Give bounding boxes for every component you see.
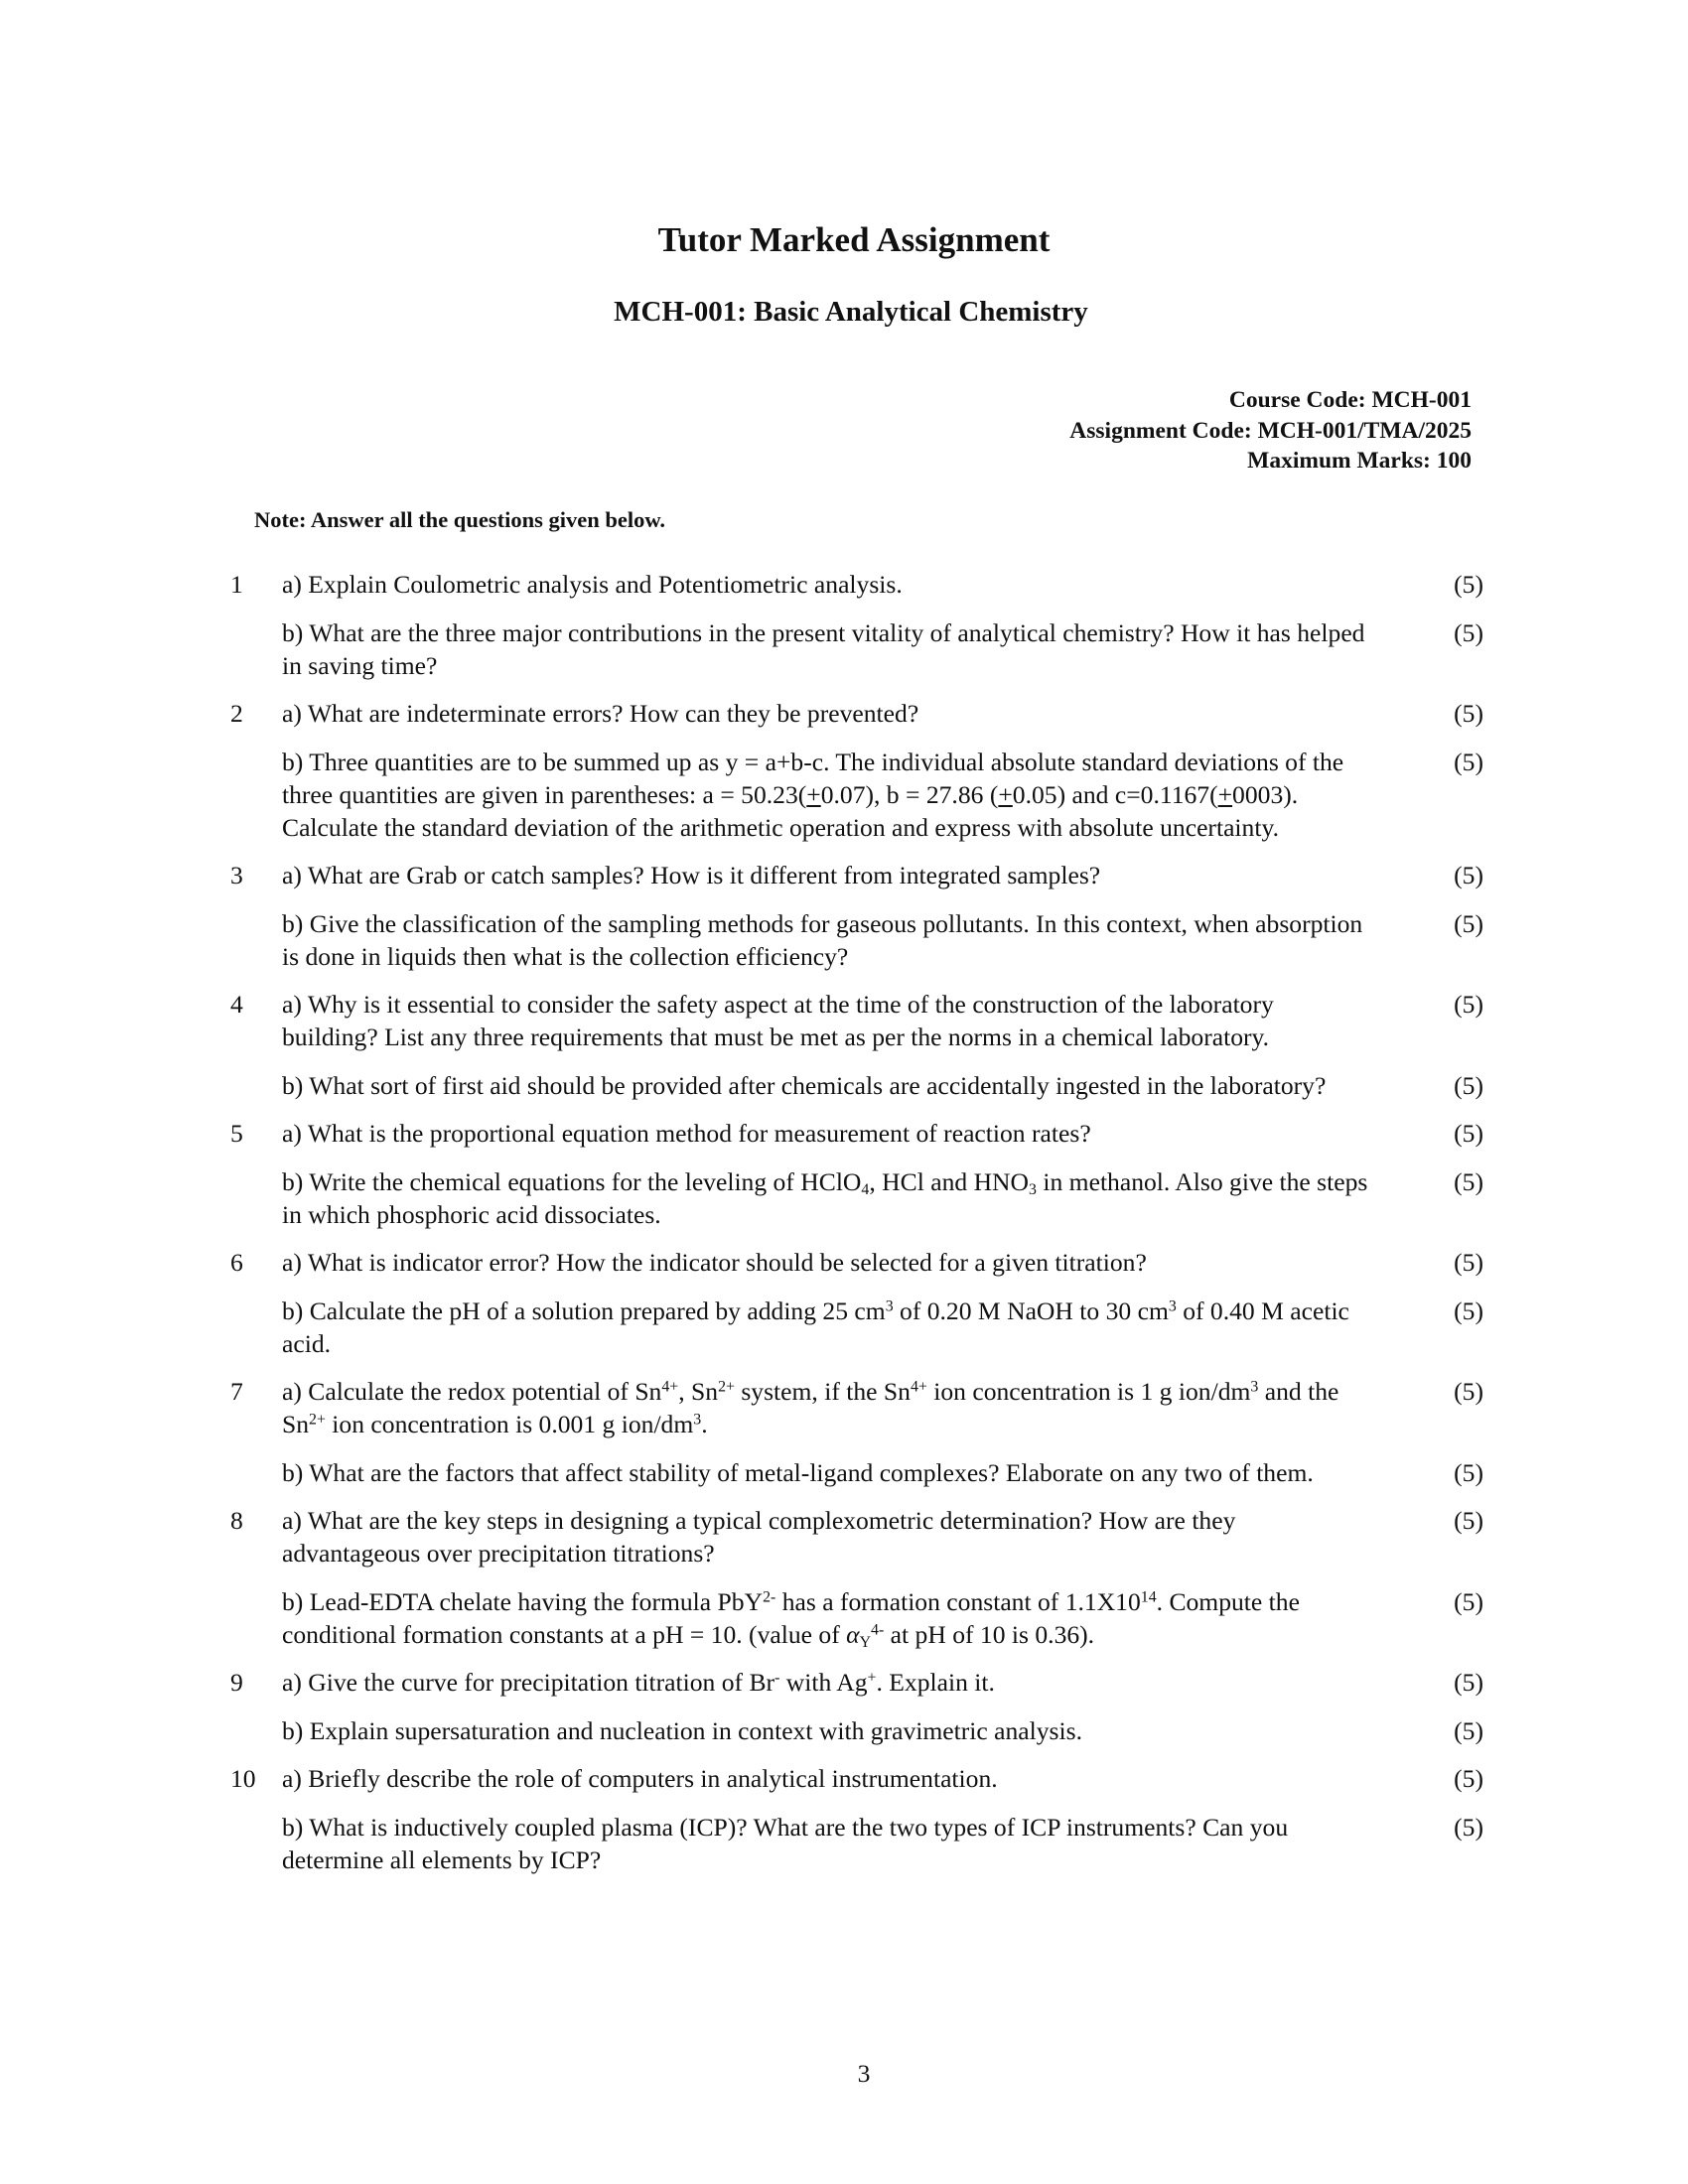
question-text: b) What are the factors that affect stability of metal-ligand complexes? Elaborate on any two of them.	[282, 1457, 1314, 1487]
question-number: 9	[230, 1668, 243, 1697]
question-7b	[230, 1456, 1491, 1489]
question-6b	[230, 1295, 1491, 1360]
question-9b	[230, 1714, 1491, 1747]
question-number: 8	[230, 1506, 243, 1535]
question-5b	[230, 1165, 1491, 1231]
assignment-code: Assignment Code: MCH-001/TMA/2025	[1069, 417, 1472, 444]
question-3a	[230, 859, 1491, 891]
question-number: 1	[230, 570, 243, 599]
plus-minus-symbol: +	[806, 779, 821, 809]
question-10b	[230, 1811, 1491, 1876]
question-marks: (5)	[1454, 1166, 1483, 1196]
question-text: b) Write the chemical equations for the leveling of HClO$_4$, HCl and $HNO_3$ in methanol. Also give the steps in which phosphoric acid dissociates.	[282, 1166, 1368, 1229]
question-text: b) What is inductively coupled plasma (ICP)? What are the two types of ICP instruments? Can you determine all elements by ICP?	[282, 1812, 1289, 1874]
question-text: b) Lead-EDTA chelate having the formula PbY$^{2-}$ has a formation constant of $1.1X10^{14}$. Compute the conditional formation constants at a pH = 10. (value of $\alpha_Y^{4-}$ at pH of 10 is 0.36).	[282, 1586, 1300, 1651]
question-2a	[230, 697, 1491, 730]
question-4b	[230, 1069, 1491, 1102]
question-number: 10	[230, 1764, 256, 1793]
question-1b	[230, 616, 1491, 682]
question-marks: (5)	[1454, 1296, 1483, 1325]
question-marks: (5)	[1454, 1715, 1483, 1745]
course-title: MCH-001: Basic Analytical Chemistry	[614, 296, 1088, 328]
question-text: a) Briefly describe the role of computers in analytical instrumentation.	[282, 1764, 998, 1793]
question-text: a) What are the key steps in designing a typical complexometric determination? How are they advantageous over precipitation titrations?	[282, 1506, 1236, 1568]
question-marks: (5)	[1454, 1668, 1483, 1697]
instructions-note: Note: Answer all the questions given below.	[254, 507, 665, 532]
question-number: 5	[230, 1119, 243, 1148]
question-list	[230, 568, 1491, 1891]
question-text: a) Calculate the redox potential of $Sn^{4+}$, $Sn^{2+}$ system, if the $Sn^{4+}$ ion concentration is 1 g ion/$dm^3$ and the $Sn^{2+}$ ion concentration is 0.001 g ion/$dm^3$.	[282, 1377, 1339, 1438]
page-number: 3	[857, 2059, 871, 2088]
question-number: 3	[230, 861, 243, 889]
plus-minus-symbol: +	[1217, 779, 1233, 809]
document-title: Tutor Marked Assignment	[657, 220, 1051, 259]
question-marks: (5)	[1454, 1248, 1483, 1277]
question-marks: (5)	[1454, 1070, 1483, 1100]
question-number: 2	[230, 699, 243, 728]
question-marks: (5)	[1454, 1457, 1483, 1487]
question-marks: (5)	[1454, 1377, 1483, 1406]
maximum-marks: Maximum Marks: 100	[1247, 448, 1472, 474]
question-text: b) What sort of first aid should be provided after chemicals are accidentally ingested in the laboratory?	[282, 1070, 1327, 1100]
assignment-meta	[1069, 385, 1472, 477]
question-2b	[230, 746, 1491, 844]
question-4a	[230, 988, 1491, 1053]
question-number: 7	[230, 1377, 243, 1406]
alpha-symbol: α	[846, 1619, 860, 1649]
question-text: a) Explain Coulometric analysis and Potentiometric analysis.	[282, 570, 903, 599]
question-marks: (5)	[1454, 1119, 1483, 1148]
question-text: b) Give the classification of the sampling methods for gaseous pollutants. In this context, when absorption is done in liquids then what is the collection efficiency?	[282, 908, 1363, 971]
question-marks: (5)	[1454, 617, 1483, 647]
question-5a	[230, 1117, 1491, 1150]
question-text: a) Why is it essential to consider the safety aspect at the time of the construction of the laboratory building? List any three requirements that must be met as per the norms in a chemical laboratory.	[282, 990, 1274, 1051]
question-text: a) What are indeterminate errors? How can they be prevented?	[282, 699, 919, 728]
course-code: Course Code: MCH-001	[1228, 387, 1472, 413]
question-marks: (5)	[1454, 747, 1483, 776]
question-8b	[230, 1585, 1491, 1651]
question-1a	[230, 568, 1491, 601]
question-marks: (5)	[1454, 1586, 1483, 1616]
question-6a	[230, 1246, 1491, 1279]
question-10a	[230, 1762, 1491, 1795]
question-text: a) What is the proportional equation method for measurement of reaction rates?	[282, 1119, 1091, 1148]
question-text: a) Give the curve for precipitation titration of Br- with Ag+. Explain it.	[282, 1668, 995, 1697]
question-number: 6	[230, 1248, 243, 1277]
question-text: a) What are Grab or catch samples? How is it different from integrated samples?	[282, 861, 1101, 889]
question-text: b) Three quantities are to be summed up as y = a+b-c. The individual absolute standard deviations of the three quantities are given in parentheses: a = 50.23(+0.07), b = 27.86 (+0.05) and c=0.1167(+0003). Calculate the standard deviation of the arithmetic operation and express with absolute uncertainty.	[282, 747, 1344, 842]
question-marks: (5)	[1454, 861, 1483, 889]
question-7a	[230, 1375, 1491, 1440]
question-8a	[230, 1504, 1491, 1570]
question-3b	[230, 907, 1491, 973]
question-marks: (5)	[1454, 990, 1483, 1019]
question-marks: (5)	[1454, 570, 1483, 599]
question-number: 4	[230, 990, 243, 1019]
question-9a	[230, 1666, 1491, 1699]
question-text: b) Explain supersaturation and nucleation in context with gravimetric analysis.	[282, 1715, 1082, 1745]
plus-minus-symbol: +	[998, 779, 1013, 809]
question-marks: (5)	[1454, 908, 1483, 938]
question-marks: (5)	[1454, 1812, 1483, 1842]
question-marks: (5)	[1454, 699, 1483, 728]
question-marks: (5)	[1454, 1764, 1483, 1793]
question-marks: (5)	[1454, 1506, 1483, 1535]
question-text: a) What is indicator error? How the indicator should be selected for a given titration?	[282, 1248, 1147, 1277]
question-text: b) Calculate the pH of a solution prepared by adding 25 $cm^3$ of 0.20 M NaOH to 30 $cm^3$ of 0.40 M acetic acid.	[282, 1296, 1349, 1358]
question-text: b) What are the three major contributions in the present vitality of analytical chemistry? How it has helped in saving time?	[282, 617, 1365, 680]
